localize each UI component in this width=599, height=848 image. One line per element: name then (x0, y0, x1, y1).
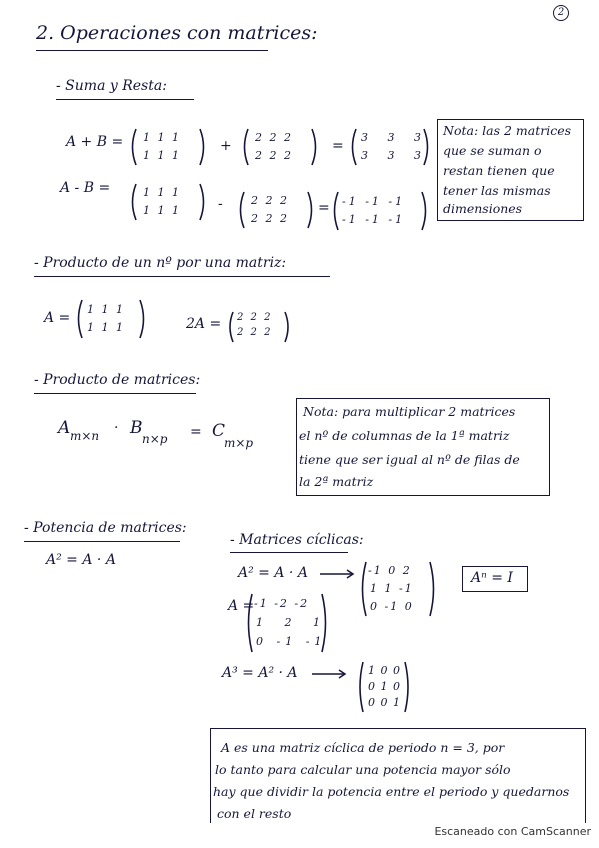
cyclic-heading: - Matrices cíclicas: (230, 532, 364, 548)
sum-heading-underline (56, 99, 194, 100)
product-heading-underline (34, 393, 196, 394)
power-heading: - Potencia de matrices: (24, 520, 187, 536)
scalar-rhs: 2A = (186, 316, 222, 332)
note-line: A es una matriz cíclica de periodo n = 3, por (221, 740, 505, 755)
product-C-sub: m×p (224, 436, 254, 450)
matrix-row: 1 1 1 (143, 186, 181, 199)
sum-line-lhs: A + B = (66, 134, 124, 150)
scanner-watermark: Escaneado con CamScanner (434, 825, 591, 838)
product-note-box (296, 398, 550, 496)
product-heading: - Producto de matrices: (34, 372, 201, 388)
matrix-row: 1 1 1 (143, 204, 181, 217)
sum-note-box (437, 119, 584, 221)
matrix-row: 0 0 1 (368, 696, 401, 709)
product-B: B (130, 418, 143, 438)
plus-sign: + (220, 138, 232, 154)
matrix-A3 (356, 660, 412, 714)
equals-sign: = (332, 138, 344, 154)
matrix-row: -1 0 2 (368, 564, 412, 577)
matrix-row: -1 -1 -1 (342, 213, 406, 226)
a3-label: A³ = A² · A (222, 665, 298, 681)
matrix-row: 2 2 2 (237, 327, 273, 338)
cyclic-note-box (210, 728, 586, 823)
matrix-row: 3 3 3 (361, 131, 429, 144)
A-label: A = (228, 598, 255, 614)
power-heading-underline (24, 541, 180, 542)
page-title: 2. Operaciones con matrices: (36, 22, 318, 44)
matrix-A-cyclic (244, 592, 330, 654)
matrix-row: 2 2 2 (255, 149, 293, 162)
note-line: tener las mismas (443, 183, 551, 198)
matrix-2A (226, 310, 292, 344)
note-line: lo tanto para calcular una potencia mayor sólo (215, 762, 511, 777)
matrix-row: 0 -1 0 (370, 600, 414, 613)
matrix-sum-result (348, 127, 432, 167)
matrix-row: 1 1 1 (87, 303, 125, 316)
matrix-row: 2 2 2 (237, 312, 273, 323)
product-dot: · (114, 420, 119, 436)
matrix-row: 2 2 2 (251, 212, 289, 225)
note-line: Nota: para multiplicar 2 matrices (303, 404, 516, 419)
cyclic-rule-box (462, 566, 528, 592)
matrix-row: 0 -1 -1 (256, 635, 327, 648)
product-A: A (58, 418, 71, 438)
matrix-row: -1 -2 -2 (254, 597, 310, 610)
note-line: que se suman o (443, 143, 542, 158)
note-line: el nº de columnas de la 1ª matriz (299, 428, 510, 443)
scalar-heading-underline (34, 276, 330, 277)
matrix-diff-result (330, 190, 430, 232)
matrix-row: 2 2 2 (251, 194, 289, 207)
matrix-row: 0 1 0 (368, 680, 401, 693)
scalar-heading: - Producto de un nº por una matriz: (34, 255, 287, 271)
matrix-row: 1 0 0 (368, 664, 401, 677)
arrow-icon (312, 668, 348, 680)
matrix-row: 1 1 1 (143, 149, 181, 162)
note-line: la 2ª matriz (299, 474, 374, 489)
matrix-row: -1 -1 -1 (342, 195, 406, 208)
note-line: con el resto (217, 806, 292, 821)
matrix-row: 1 2 1 (256, 616, 329, 629)
matrix-B-diff (236, 190, 316, 230)
page-number: 2 (553, 5, 569, 21)
cyclic-heading-underline (230, 552, 348, 553)
product-equals: = (190, 424, 202, 440)
matrix-row: 1 1 -1 (370, 582, 414, 595)
sum-heading: - Suma y Resta: (56, 78, 167, 94)
equals-sign: = (318, 200, 330, 216)
matrix-row: 1 1 1 (143, 131, 181, 144)
arrow-icon (320, 568, 356, 580)
product-A-sub: m×n (70, 429, 100, 443)
note-line: tiene que ser igual al nº de filas de (299, 452, 520, 467)
matrix-B-sum (240, 127, 320, 167)
title-underline (36, 50, 268, 51)
matrix-A-scalar (74, 298, 148, 340)
note-line: Nota: las 2 matrices (443, 123, 572, 138)
matrix-row: 2 2 2 (255, 131, 293, 144)
power-formula: A² = A · A (46, 552, 116, 568)
matrix-A-diff (128, 182, 208, 222)
note-line: dimensiones (443, 201, 523, 216)
note-line: hay que dividir la potencia entre el periodo y quedarnos (213, 784, 570, 799)
a2-label: A² = A · A (238, 565, 308, 581)
minus-sign: - (218, 196, 223, 212)
diff-line-lhs: A - B = (60, 180, 111, 196)
product-C: C (212, 421, 226, 441)
cyclic-rule: Aⁿ = I (471, 570, 513, 586)
matrix-A2 (358, 560, 438, 618)
matrix-row: 1 1 1 (87, 321, 125, 334)
scalar-lhs: A = (44, 310, 71, 326)
note-line: restan tienen que (443, 163, 555, 178)
matrix-row: 3 3 3 (361, 149, 429, 162)
matrix-A-sum (128, 127, 208, 167)
product-B-sub: n×p (142, 432, 168, 446)
